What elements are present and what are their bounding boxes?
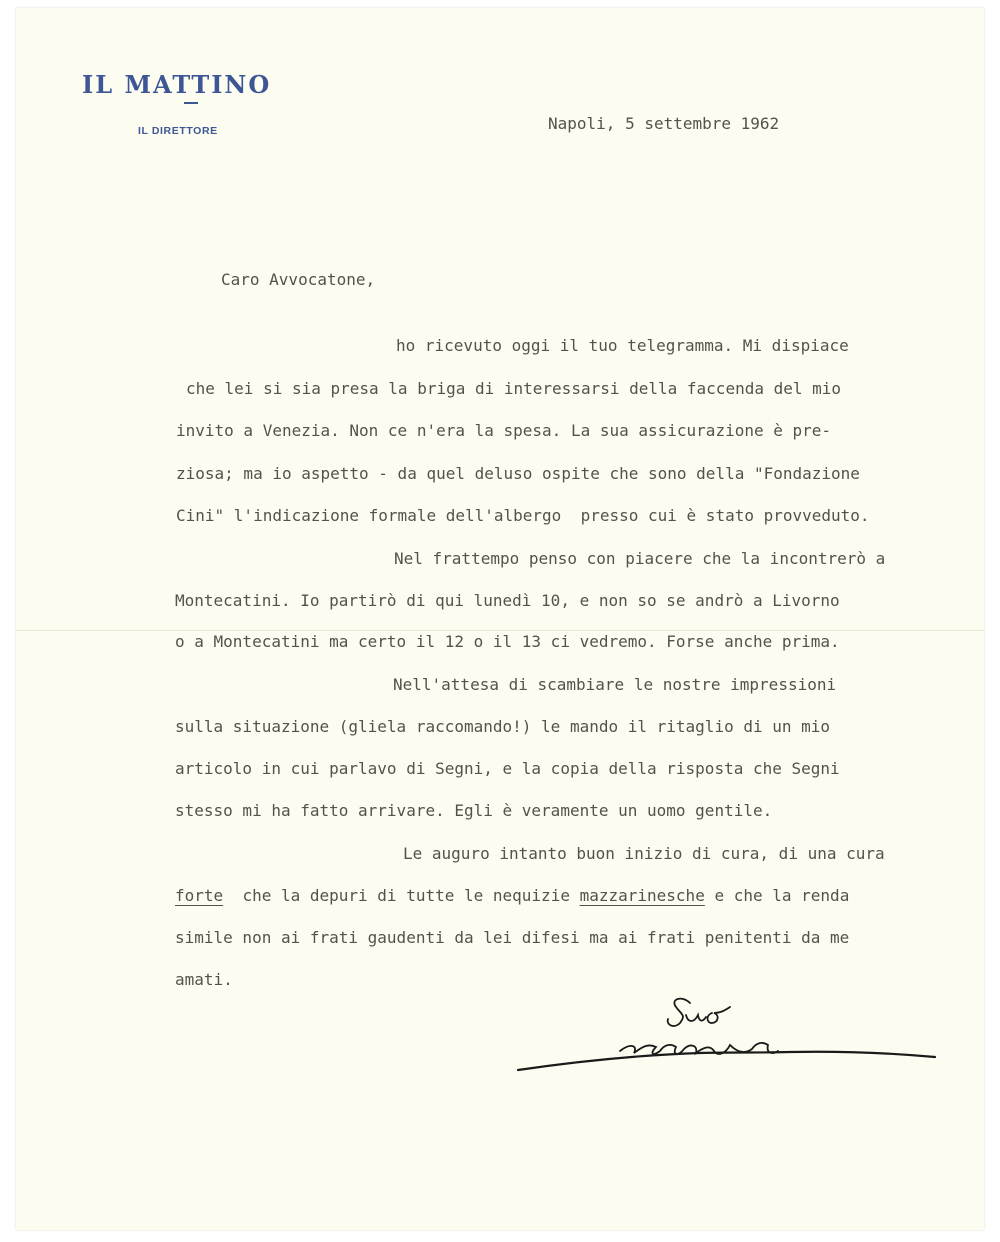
handwritten-signature (500, 985, 950, 1085)
body-line: invito a Venezia. Non ce n'era la spesa. La sua assicurazione è pre- (176, 421, 832, 440)
line-segment: e che la renda (704, 886, 850, 905)
body-line: simile non ai frati gaudenti da lei difesi ma ai frati penitenti da me (175, 928, 850, 947)
body-line: ho ricevuto oggi il tuo telegramma. Mi dispiace (396, 336, 849, 355)
body-line: sulla situazione (gliela raccomando!) le mando il ritaglio di un mio (175, 717, 831, 736)
underlined-word: forte (175, 886, 224, 905)
line-segment: che la depuri di tutte le nequizie (223, 886, 580, 905)
underlined-word: mazzarinesche (579, 886, 705, 905)
body-line: articolo in cui parlavo di Segni, e la copia della risposta che Segni (175, 759, 840, 778)
body-line: amati. (175, 970, 233, 989)
letterhead-rule (184, 102, 198, 104)
body-line: Cini" l'indicazione formale dell'albergo presso cui è stato provveduto. (176, 506, 870, 525)
body-line: Nel frattempo penso con piacere che la incontrerò a (394, 549, 886, 568)
body-line: Le auguro intanto buon inizio di cura, di una cura (403, 844, 885, 863)
body-line (175, 888, 849, 904)
body-line: Nell'attesa di scambiare le nostre impressioni (393, 675, 837, 694)
letter-date: Napoli, 5 settembre 1962 (548, 114, 780, 133)
salutation: Caro Avvocatone, (221, 270, 376, 289)
body-line: che lei si sia presa la briga di interessarsi della faccenda del mio (186, 379, 842, 398)
fold-crease (16, 630, 984, 631)
body-line: o a Montecatini ma certo il 12 o il 13 ci vedremo. Forse anche prima. (175, 632, 840, 651)
body-line: Montecatini. Io partirò di qui lunedì 10, e non so se andrò a Livorno (175, 591, 840, 610)
letterhead-title: IL MATTINO (82, 70, 272, 99)
letterhead-subtitle: IL DIRETTORE (138, 125, 218, 137)
body-line: stesso mi ha fatto arrivare. Egli è veramente un uomo gentile. (175, 801, 773, 820)
body-line: ziosa; ma io aspetto - da quel deluso ospite che sono della "Fondazione (176, 464, 860, 483)
